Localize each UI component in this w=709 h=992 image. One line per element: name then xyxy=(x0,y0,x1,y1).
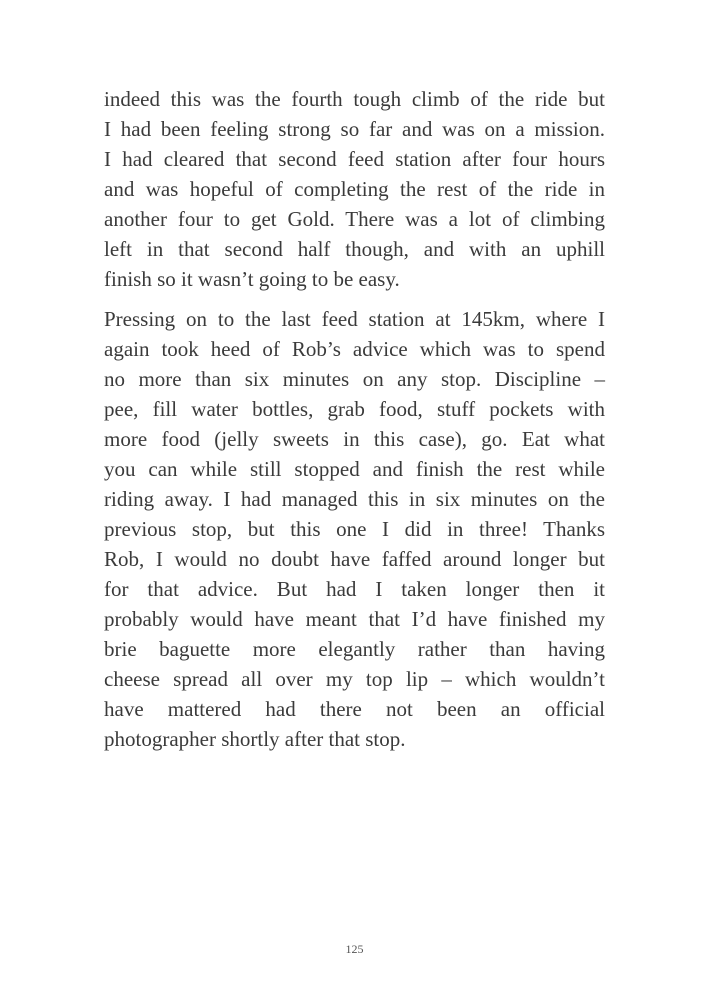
text-line: indeed this was the fourth tough climb of the ride but xyxy=(104,87,605,111)
text-line: for that advice. But had I taken longer then it xyxy=(104,577,605,601)
text-line: you can while still stopped and finish the rest while xyxy=(104,457,605,481)
text-line: again took heed of Rob’s advice which was to spend xyxy=(104,337,605,361)
body-text xyxy=(104,84,605,754)
text-line: finish so it wasn’t going to be easy. xyxy=(104,267,400,291)
text-line: previous stop, but this one I did in three! Thanks xyxy=(104,517,605,541)
text-line: have mattered had there not been an official xyxy=(104,697,605,721)
paragraph-1 xyxy=(104,84,605,294)
text-line: I had cleared that second feed station after four hours xyxy=(104,147,605,171)
paragraph-2 xyxy=(104,304,605,754)
text-line: photographer shortly after that stop. xyxy=(104,727,406,751)
text-line: riding away. I had managed this in six minutes on the xyxy=(104,487,605,511)
text-line: Rob, I would no doubt have faffed around longer but xyxy=(104,547,605,571)
text-line: cheese spread all over my top lip – which wouldn’t xyxy=(104,667,605,691)
text-line: Pressing on to the last feed station at 145km, where I xyxy=(104,307,605,331)
text-line: and was hopeful of completing the rest of the ride in xyxy=(104,177,605,201)
text-line: another four to get Gold. There was a lot of climbing xyxy=(104,207,605,231)
text-line: pee, fill water bottles, grab food, stuff pockets with xyxy=(104,397,605,421)
text-line: brie baguette more elegantly rather than having xyxy=(104,637,605,661)
text-line: no more than six minutes on any stop. Discipline – xyxy=(104,367,605,391)
page-number: 125 xyxy=(345,942,364,956)
text-line: more food (jelly sweets in this case), go. Eat what xyxy=(104,427,605,451)
text-line: I had been feeling strong so far and was on a mission. xyxy=(104,117,605,141)
text-line: left in that second half though, and with an uphill xyxy=(104,237,605,261)
text-line: probably would have meant that I’d have finished my xyxy=(104,607,605,631)
